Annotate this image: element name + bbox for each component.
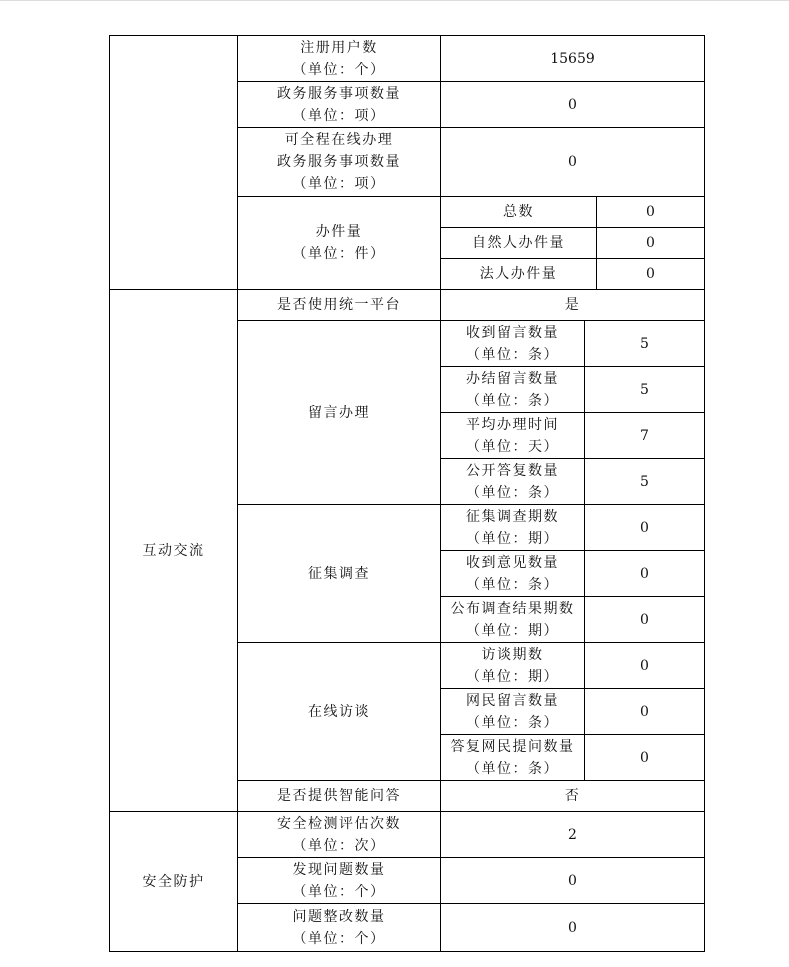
- sublabel-survey-periods: 征集调查期数 （单位：期）: [441, 505, 585, 551]
- value-online-items: 0: [441, 128, 705, 197]
- value-messages-public-replies: 5: [585, 459, 705, 505]
- sublabel-interview-periods: 访谈期数 （单位：期）: [441, 643, 585, 689]
- sublabel-messages-closed: 办结留言数量 （单位：条）: [441, 367, 585, 413]
- sublabel-survey-results: 公布调查结果期数 （单位：期）: [441, 597, 585, 643]
- value-survey-opinions: 0: [585, 551, 705, 597]
- sublabel-messages-received: 收到留言数量 （单位：条）: [441, 321, 585, 367]
- value-service-items: 0: [441, 82, 705, 128]
- sublabel-cases-legal: 法人办件量: [441, 259, 597, 290]
- value-messages-closed: 5: [585, 367, 705, 413]
- label-service-items: 政务服务事项数量 （单位：项）: [238, 82, 441, 128]
- value-cases-total: 0: [597, 197, 705, 228]
- label-registered-users: 注册用户数 （单位：个）: [238, 36, 441, 82]
- label-survey: 征集调查: [238, 505, 441, 643]
- value-smart-qa: 否: [441, 781, 705, 812]
- top-divider: [0, 0, 789, 1]
- value-registered-users: 15659: [441, 36, 705, 82]
- table-row: [110, 290, 705, 321]
- label-security-checks: 安全检测评估次数 （单位：次）: [238, 812, 441, 858]
- sublabel-messages-public-replies: 公开答复数量 （单位：条）: [441, 459, 585, 505]
- category-interaction: 互动交流: [110, 290, 238, 812]
- value-issues-found: 0: [441, 858, 705, 904]
- statistics-table: [109, 35, 705, 952]
- value-interview-messages: 0: [585, 689, 705, 735]
- sublabel-cases-total: 总数: [441, 197, 597, 228]
- sublabel-cases-natural: 自然人办件量: [441, 228, 597, 259]
- value-security-checks: 2: [441, 812, 705, 858]
- label-cases: 办件量 （单位：件）: [238, 197, 441, 290]
- value-survey-periods: 0: [585, 505, 705, 551]
- label-messages: 留言办理: [238, 321, 441, 505]
- label-issues-found: 发现问题数量 （单位：个）: [238, 858, 441, 904]
- value-unified-platform: 是: [441, 290, 705, 321]
- value-interview-replies: 0: [585, 735, 705, 781]
- sublabel-messages-avg-time: 平均办理时间 （单位：天）: [441, 413, 585, 459]
- value-cases-natural: 0: [597, 228, 705, 259]
- label-interview: 在线访谈: [238, 643, 441, 781]
- value-cases-legal: 0: [597, 259, 705, 290]
- sublabel-interview-replies: 答复网民提问数量 （单位：条）: [441, 735, 585, 781]
- category-cell-service: [110, 36, 238, 290]
- table-row: [110, 812, 705, 858]
- label-smart-qa: 是否提供智能问答: [238, 781, 441, 812]
- value-issues-fixed: 0: [441, 904, 705, 952]
- value-messages-avg-time: 7: [585, 413, 705, 459]
- label-online-items: 可全程在线办理 政务服务事项数量 （单位：项）: [238, 128, 441, 197]
- value-messages-received: 5: [585, 321, 705, 367]
- sublabel-survey-opinions: 收到意见数量 （单位：条）: [441, 551, 585, 597]
- value-survey-results: 0: [585, 597, 705, 643]
- value-interview-periods: 0: [585, 643, 705, 689]
- table-row: [110, 36, 705, 82]
- category-security: 安全防护: [110, 812, 238, 952]
- label-issues-fixed: 问题整改数量 （单位：个）: [238, 904, 441, 952]
- sublabel-interview-messages: 网民留言数量 （单位：条）: [441, 689, 585, 735]
- label-unified-platform: 是否使用统一平台: [238, 290, 441, 321]
